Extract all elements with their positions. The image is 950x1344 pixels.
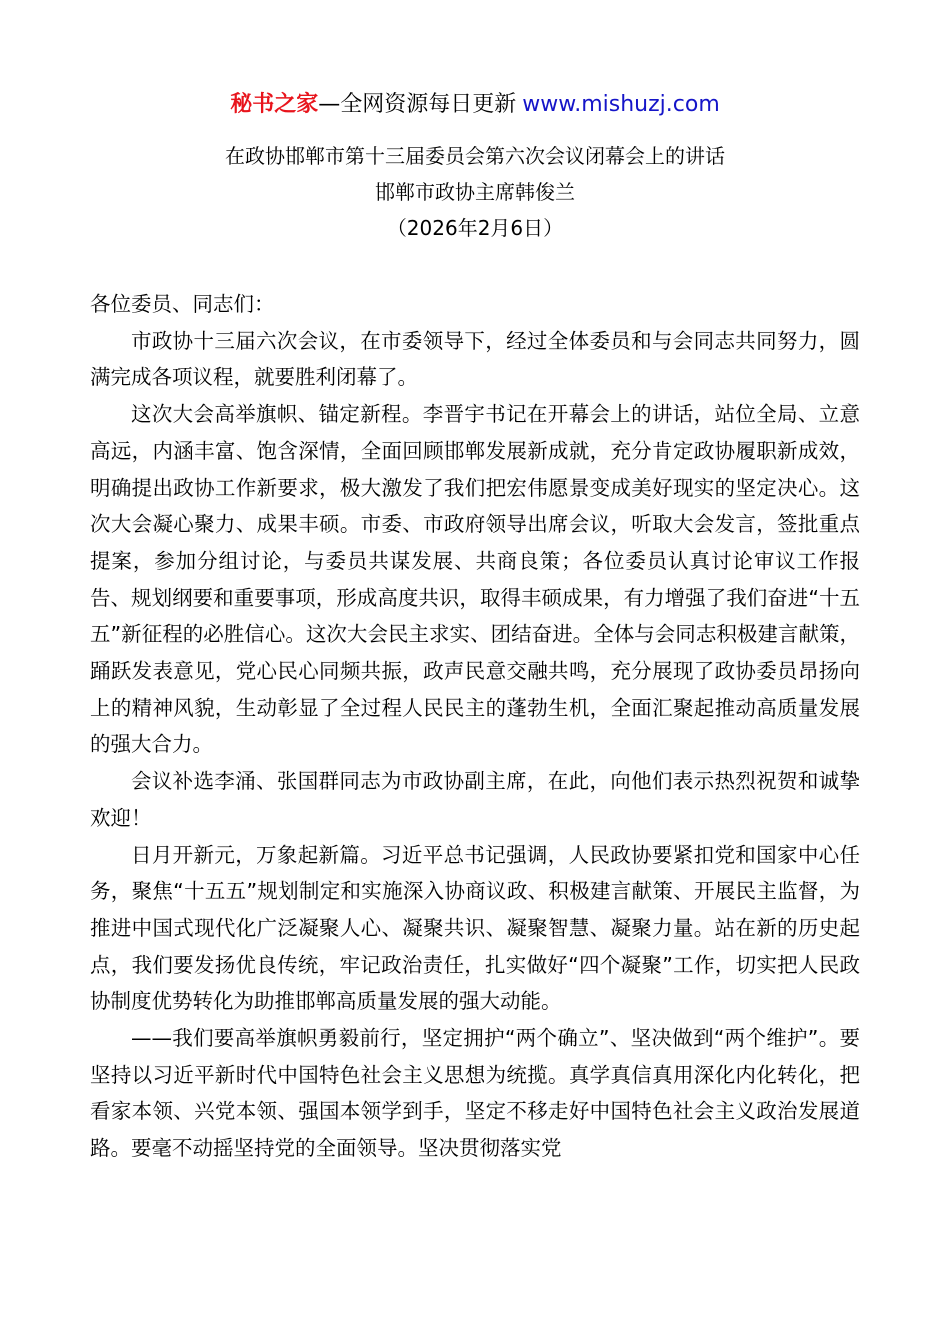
- paragraph: 这次大会高举旗帜、锚定新程。李晋宇书记在开幕会上的讲话，站位全局、立意高远，内涵丰富、饱含深情，全面回顾邯郸发展新成就，充分肯定政协履职新成效，明确提出政协工作新要求，极大激发了我们把宏伟愿景变成美好现实的坚定决心。这次大会凝心聚力、成果丰硕。市委、市政府领导出席会议，听取大会发言，签批重点提案，参加分组讨论，与委员共谋发展、共商良策；各位委员认真讨论审议工作报告、规划纲要和重要事项，形成高度共识，取得丰硕成果，有力增强了我们奋进“十五五”新征程的必胜信心。这次大会民主求实、团结奋进。全体与会同志积极建言献策，踊跃发表意见，党心民心同频共振，政声民意交融共鸣，充分展现了政协委员昂扬向上的精神风貌，生动彰显了全过程人民民主的蓬勃生机，全面汇聚起推动高质量发展的强大合力。: [90, 402, 860, 757]
- document-body: [90, 286, 860, 1167]
- paragraph: 市政协十三届六次会议，在市委领导下，经过全体委员和与会同志共同努力，圆满完成各项议程，就要胜利闭幕了。: [90, 328, 860, 390]
- site-banner: [0, 88, 950, 122]
- document-date: （2026年2月6日）: [386, 216, 564, 240]
- document-title: 在政协邯郸市第十三届委员会第六次会议闭幕会上的讲话: [225, 144, 725, 168]
- paragraph: 会议补选李涌、张国群同志为市政协副主席，在此，向他们表示热烈祝贺和诚挚欢迎！: [90, 769, 860, 830]
- paragraph: ——我们要高举旗帜勇毅前行，坚定拥护“两个确立”、坚决做到“两个维护”。要坚持以习近平新时代中国特色社会主义思想为统揽。真学真信真用深化内化转化，把看家本领、兴党本领、强国本领学到手，坚定不移走好中国特色社会主义政治发展道路。要毫不动摇坚持党的全面领导。坚决贯彻落实党: [90, 1026, 860, 1161]
- document-header: [0, 138, 950, 246]
- paragraph: 日月开新元，万象起新篇。习近平总书记强调，人民政协要紧扣党和国家中心任务，聚焦“十五五”规划制定和实施深入协商议政、积极建言献策、开展民主监督，为推进中国式现代化广泛凝聚人心、凝聚共识、凝聚智慧、凝聚力量。站在新的历史起点，我们要发扬优良传统，牢记政治责任，扎实做好“四个凝聚”工作，切实把人民政协制度优势转化为助推邯郸高质量发展的强大动能。: [90, 842, 860, 1014]
- site-url-link[interactable]: www.mishuzj.com: [522, 92, 720, 117]
- banner-slogan: —全网资源每日更新: [318, 92, 517, 117]
- document-speaker: 邯郸市政协主席韩俊兰: [375, 180, 575, 204]
- brand-name: 秘书之家: [230, 92, 319, 117]
- salutation: 各位委员、同志们：: [90, 292, 275, 316]
